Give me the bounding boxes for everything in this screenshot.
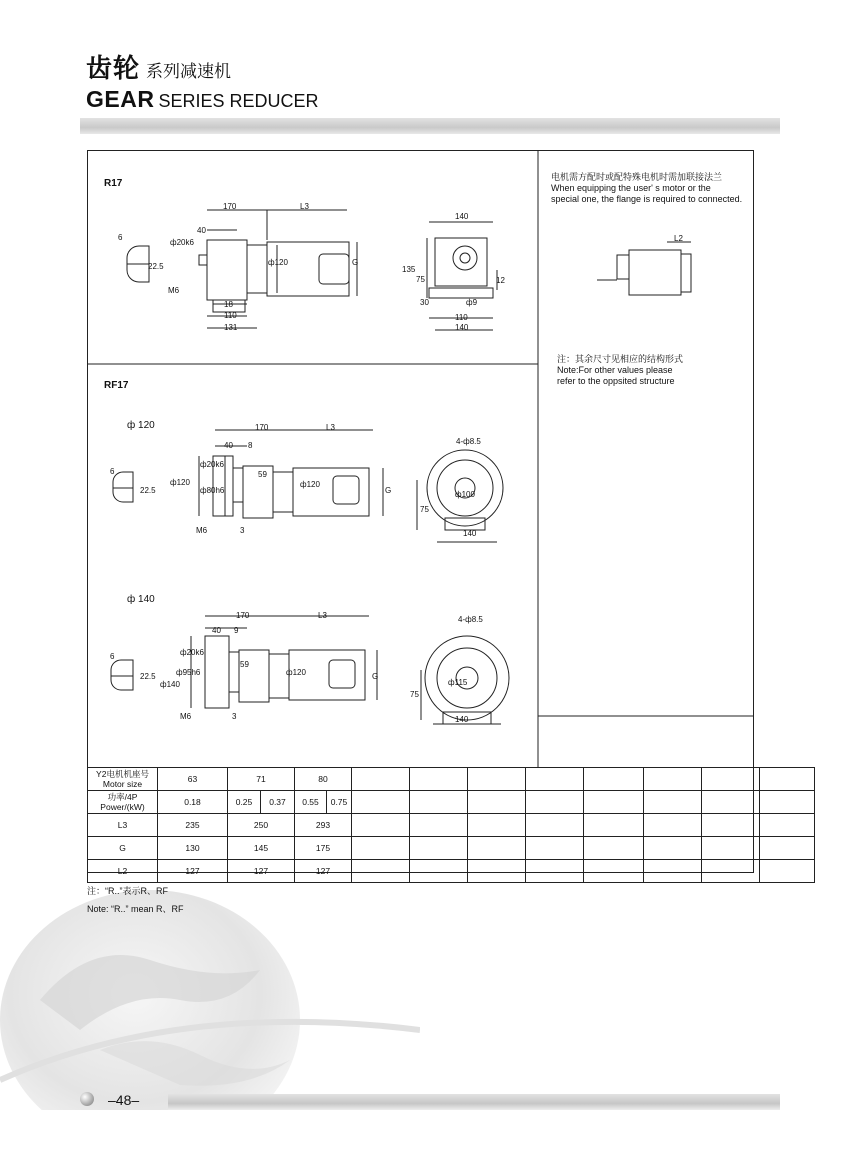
motor-71: 71: [228, 768, 295, 791]
dim-22-5-rf140: 22.5: [140, 672, 156, 681]
table-row-power: [88, 791, 815, 814]
dim-75-rf140: 75: [410, 690, 419, 699]
row-label-power: 功率/4P Power/(kW): [88, 791, 158, 814]
dim-phi140-rf140: ф140: [160, 680, 180, 689]
dim-M6: M6: [168, 286, 180, 295]
L3-1: 250: [228, 814, 295, 837]
header-en-rest: SERIES REDUCER: [158, 91, 319, 111]
G-0: 130: [158, 837, 228, 860]
dim-20k6: ф20k6: [170, 238, 194, 247]
dim-100: ф100: [455, 490, 475, 499]
dim-M6-rf140: M6: [180, 712, 192, 721]
dim-G-rf120: G: [385, 486, 392, 495]
flange-note-cn: 电机需方配时或配特殊电机时需加联接法兰: [551, 172, 723, 182]
label-phi140: ф 140: [127, 594, 155, 605]
table-row-L3: [88, 814, 815, 837]
motor-63: 63: [158, 768, 228, 791]
dim-G: G: [352, 258, 359, 267]
dim-L2: L2: [674, 234, 683, 243]
row-label-L2: L2: [88, 860, 158, 883]
dim-75-rf120: 75: [420, 505, 429, 514]
L2-2: 127: [295, 860, 352, 883]
dim-phi120: ф120: [268, 258, 288, 267]
G-1: 145: [228, 837, 295, 860]
dim-140-end: 140: [455, 323, 469, 332]
label-r17: R17: [104, 178, 123, 189]
dim-4x85-rf140: 4-ф8.5: [458, 615, 483, 624]
dim-131: 131: [224, 323, 238, 332]
row-label-G: G: [88, 837, 158, 860]
row-label-motor: Y2电机机座号 Motor size: [88, 768, 158, 791]
dim-140-top: 140: [455, 212, 469, 221]
dim-8-rf120: 8: [248, 441, 253, 450]
table-row-L2: [88, 860, 815, 883]
dim-95h6: ф95h6: [176, 668, 201, 677]
dim-6: 6: [118, 233, 123, 242]
G-2: 175: [295, 837, 352, 860]
dim-135: 135: [402, 265, 416, 274]
flange-note-en1: When equipping the user' s motor or the: [551, 183, 711, 193]
header-cn-bold: 齿轮: [86, 54, 141, 84]
L3-2: 293: [295, 814, 352, 837]
flange-note-en2: special one, the flange is required to connected.: [551, 194, 743, 204]
dim-110-end: 110: [455, 313, 468, 322]
footer-band: [168, 1094, 780, 1110]
dim-M6-rf120: M6: [196, 526, 208, 535]
power-4: 0.75: [327, 791, 352, 814]
dim-115: ф115: [448, 678, 468, 687]
dim-40-rf120: 40: [224, 441, 233, 450]
dim-4x85-rf120: 4-ф8.5: [456, 437, 481, 446]
header-cn-rest: 系列减速机: [146, 62, 232, 82]
dim-140-rf140: 140: [455, 715, 469, 724]
dim-30: 30: [420, 298, 429, 307]
page-number: –48–: [108, 1092, 140, 1108]
dim-9-rf140: 9: [234, 626, 239, 635]
dim-L3: L3: [300, 202, 309, 211]
dim-22-5: 22.5: [148, 262, 164, 271]
dim-40-rf140: 40: [212, 626, 221, 635]
flange-note: [551, 172, 751, 205]
dim-80h6: ф80h6: [200, 486, 225, 495]
power-3: 0.55: [295, 791, 327, 814]
dim-59-rf120: 59: [258, 470, 267, 479]
table-row-motor: [88, 768, 815, 791]
dim-12: 12: [496, 276, 505, 285]
dim-170-rf120: 170: [255, 423, 269, 432]
power-2: 0.37: [261, 791, 295, 814]
dim-59-rf140: 59: [240, 660, 249, 669]
other-values-note-cn: 注：其余尺寸见相应的结构形式: [557, 354, 684, 364]
dim-3-rf140: 3: [232, 712, 237, 721]
dim-18: 18: [224, 300, 233, 309]
dim-6-rf120: 6: [110, 467, 115, 476]
dim-phi120-rf120: ф120: [170, 478, 190, 487]
other-values-note: [557, 354, 747, 387]
dim-140-rf120: 140: [463, 529, 477, 538]
footnote-en: Note: “R..” mean R、RF: [87, 904, 184, 914]
dim-6-rf140: 6: [110, 652, 115, 661]
dim-phi9: ф9: [466, 298, 478, 307]
spec-table: [87, 767, 815, 883]
dim-20k6-rf120: ф20k6: [200, 460, 224, 469]
dim-L3-rf140: L3: [318, 611, 327, 620]
dim-120-rf120: ф120: [300, 480, 320, 489]
dim-120-rf140: ф120: [286, 668, 306, 677]
power-1: 0.25: [228, 791, 261, 814]
row-label-L3: L3: [88, 814, 158, 837]
power-0: 0.18: [158, 791, 228, 814]
L3-0: 235: [158, 814, 228, 837]
dim-40: 40: [197, 226, 206, 235]
dim-22-5-rf120: 22.5: [140, 486, 156, 495]
dim-3-rf120: 3: [240, 526, 245, 535]
dim-20k6-rf140: ф20k6: [180, 648, 204, 657]
motor-80: 80: [295, 768, 352, 791]
globe-watermark: [0, 880, 420, 1110]
footnote-cn: 注：“R..”表示R、RF: [87, 886, 168, 896]
header-en-bold: GEAR: [86, 86, 155, 112]
other-values-note-en1: Note:For other values please: [557, 365, 673, 375]
L2-0: 127: [158, 860, 228, 883]
header-band: [80, 118, 780, 134]
L2-1: 127: [228, 860, 295, 883]
dim-L3-rf120: L3: [326, 423, 335, 432]
dim-G-rf140: G: [372, 672, 379, 681]
page-bullet-icon: [80, 1092, 94, 1106]
dim-170-rf140: 170: [236, 611, 250, 620]
other-values-note-en2: refer to the oppsited structure: [557, 376, 675, 386]
page-header: [86, 56, 318, 114]
dim-110: 110: [224, 311, 237, 320]
label-phi120: ф 120: [127, 420, 155, 431]
label-rf17: RF17: [104, 380, 129, 391]
dim-75: 75: [416, 275, 425, 284]
dim-170: 170: [223, 202, 237, 211]
table-row-G: [88, 837, 815, 860]
